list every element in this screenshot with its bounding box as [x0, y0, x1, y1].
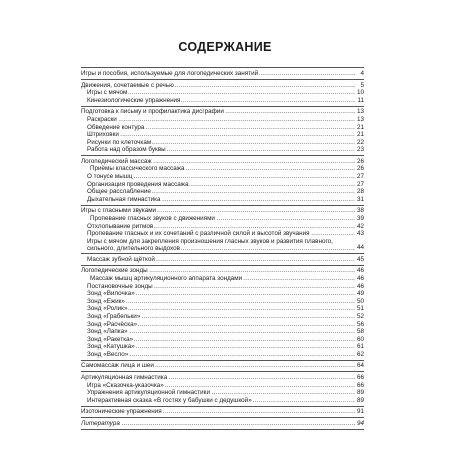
toc-entry-page: 28 — [356, 188, 364, 196]
toc-entry-title: Зонд «Весло» — [87, 350, 129, 358]
toc-entry[interactable] — [81, 256, 364, 264]
toc-entry-page: 27 — [356, 180, 364, 188]
toc-entry[interactable] — [81, 321, 364, 329]
toc-entry-title: Дыхательная гимнастика — [87, 195, 161, 203]
toc-entry[interactable] — [81, 420, 364, 428]
toc-entry[interactable] — [81, 207, 364, 215]
toc-entry[interactable] — [81, 305, 364, 313]
toc-entry-title: Постановочные зонды — [87, 282, 153, 290]
toc-entry-page: 27 — [356, 173, 364, 181]
toc-entry-page: 62 — [356, 350, 364, 358]
toc-entry-title: Литература — [81, 419, 120, 427]
toc-entry-title: Общее расслабление — [87, 188, 151, 196]
toc-entry-page: 21 — [356, 131, 364, 139]
toc-entry-page: 26 — [356, 157, 364, 165]
toc-entry-page: 58 — [356, 328, 364, 336]
toc-entry-page: 26 — [356, 165, 364, 173]
toc-entry[interactable] — [81, 131, 364, 139]
toc-entry-title: Пропевание гласных и их сочетаний с различной силой и высотой звучания — [87, 230, 310, 238]
toc-entry[interactable] — [81, 165, 364, 173]
toc-entry[interactable] — [81, 408, 364, 416]
toc-entry-title: Приёмы классического массажа — [90, 165, 185, 173]
toc-entry-page: 89 — [356, 396, 364, 404]
toc-entry[interactable] — [81, 116, 364, 124]
page-title: СОДЕРЖАНИЕ — [178, 40, 272, 54]
section-divider — [81, 155, 364, 156]
toc-entry-title: Зонд «Ежик» — [87, 297, 125, 305]
toc-entry-page: 46 — [356, 274, 364, 282]
toc-entry-page: 13 — [356, 108, 364, 116]
toc-entry-page: 10 — [356, 89, 364, 97]
toc-entry-title: Раскраски — [87, 115, 117, 123]
toc-entry-page: 42 — [356, 222, 364, 230]
section-divider — [81, 429, 364, 430]
toc-entry-title: Кинезиологические упражнения — [87, 96, 181, 104]
toc-entry-title: Интерактивная сказка «В гостях у бабушки с дедушкой» — [87, 396, 252, 404]
toc-entry-title: Зонд «Грабельки» — [87, 312, 141, 320]
toc-entry[interactable] — [81, 382, 364, 390]
toc-entry[interactable] — [81, 230, 364, 238]
toc-entry[interactable] — [81, 173, 364, 181]
toc-entry-page: 46 — [356, 267, 364, 275]
toc-entry-page: 45 — [356, 255, 364, 263]
toc-entry[interactable] — [81, 336, 364, 344]
toc-entry[interactable] — [81, 70, 364, 78]
toc-entry-page: 5 — [355, 82, 364, 90]
toc-entry-title: Зонд «Ролик» — [87, 305, 128, 313]
toc-entry-page: 43 — [356, 230, 364, 238]
toc-entry-title: Зонд «Катушка» — [87, 343, 135, 351]
toc-entry[interactable] — [81, 267, 364, 275]
toc-entry-title: Рисунки по клеточкам — [87, 138, 152, 146]
toc-entry-title: Зонд «Лапка» — [87, 328, 128, 336]
toc-entry-page: 94 — [356, 419, 364, 427]
toc-entry-page: 31 — [356, 195, 364, 203]
toc-entry[interactable] — [81, 343, 364, 351]
table-of-contents — [81, 66, 364, 432]
toc-entry-title: Зонд «Расчёска» — [87, 320, 138, 328]
toc-entry-page: 46 — [356, 282, 364, 290]
toc-entry-title: Игры с гласными звуками — [81, 207, 157, 215]
toc-entry[interactable] — [81, 188, 364, 196]
toc-entry-page: 49 — [356, 290, 364, 298]
section-divider — [81, 265, 364, 266]
section-divider — [81, 205, 364, 206]
toc-entry-title: Штриховки — [87, 131, 119, 139]
toc-entry-title: Массаж зубной щёткой — [87, 255, 155, 263]
toc-entry[interactable] — [81, 196, 364, 204]
toc-entry-title: Артикуляционная гимнастика — [81, 374, 168, 382]
section-divider — [81, 371, 364, 372]
toc-entry-title: Логопедические зонды — [81, 267, 148, 275]
toc-entry[interactable] — [81, 362, 364, 370]
toc-entry-title: Пропевание гласных звуков с движениями — [90, 215, 215, 223]
toc-entry[interactable] — [81, 158, 364, 166]
toc-entry-page: 39 — [356, 215, 364, 223]
toc-entry-page: 89 — [356, 389, 364, 397]
toc-entry-page: 13 — [356, 115, 364, 123]
toc-entry[interactable] — [81, 82, 364, 90]
toc-entry-page: 52 — [356, 312, 364, 320]
toc-entry[interactable] — [81, 298, 364, 306]
toc-entry[interactable] — [81, 146, 364, 154]
toc-entry-title: Игра «Сказочка-указочка» — [87, 381, 164, 389]
toc-entry-title: Обведение контура — [87, 123, 145, 131]
section-divider — [81, 253, 364, 254]
toc-entry-page: 60 — [356, 335, 364, 343]
toc-entry-page: 38 — [356, 207, 364, 215]
toc-entry-page: 11 — [355, 97, 364, 105]
toc-entry[interactable] — [81, 223, 364, 231]
toc-entry[interactable] — [81, 139, 364, 147]
toc-entry-page: 61 — [356, 343, 364, 351]
toc-entry-title: Зонд «Ракетка» — [87, 335, 134, 343]
toc-entry-page: 50 — [356, 297, 364, 305]
toc-entry-title: Игры с мячом для закрепления произношения гласных звуков и развития плавного, сильного, длительного выдохов — [87, 237, 333, 252]
toc-entry[interactable] — [81, 89, 364, 97]
toc-entry-title: Работа над образом буквы — [87, 146, 166, 154]
toc-entry[interactable] — [81, 181, 364, 189]
toc-entry-title: Упражнения артикуляционной гимнастики — [87, 389, 210, 397]
toc-entry-title: Массаж мышц артикуляционного аппарата зондами — [90, 274, 243, 282]
toc-entry-title: Зонд «Вилочка» — [87, 290, 135, 298]
section-divider — [81, 106, 364, 107]
toc-entry-page: 23 — [356, 146, 364, 154]
toc-entry-page: 22 — [356, 138, 364, 146]
toc-entry-title: Движения, сочетаемые с речью — [81, 81, 174, 89]
section-divider — [81, 67, 364, 68]
toc-entry[interactable] — [81, 328, 364, 336]
toc-entry[interactable] — [81, 351, 364, 359]
toc-entry[interactable] — [81, 97, 364, 105]
toc-entry[interactable] — [81, 290, 364, 298]
toc-entry-title: Изотонические упражнения — [81, 408, 162, 416]
toc-entry-title: Организация проведения массажа — [87, 180, 189, 188]
toc-entry-page: 64 — [356, 362, 364, 370]
toc-entry[interactable] — [81, 313, 364, 321]
section-divider — [81, 79, 364, 80]
toc-entry[interactable] — [81, 238, 364, 252]
section-divider — [81, 417, 364, 418]
toc-entry[interactable] — [81, 124, 364, 132]
toc-entry-page: 66 — [356, 381, 364, 389]
toc-entry-title: Логопедический массаж — [81, 157, 152, 165]
section-divider — [81, 360, 364, 361]
toc-entry[interactable] — [81, 215, 364, 223]
toc-entry-page: 21 — [356, 123, 364, 131]
toc-entry-title: Подготовка к письму и профилактика дисграфии — [81, 108, 224, 116]
toc-entry-title: Игры и пособия, используемые для логопедических занятий — [81, 69, 259, 77]
toc-entry[interactable] — [81, 389, 364, 397]
toc-entry-title: О тонусе мышц — [87, 173, 133, 181]
toc-entry-page: 56 — [356, 320, 364, 328]
section-divider — [81, 406, 364, 407]
toc-entry-page: 91 — [356, 408, 364, 416]
toc-entry[interactable] — [81, 397, 364, 405]
toc-entry-title: Игры с мячом — [87, 89, 128, 97]
toc-entry[interactable] — [81, 374, 364, 382]
toc-entry[interactable] — [81, 275, 364, 283]
toc-entry-title: Отхлопывание ритмов — [87, 222, 154, 230]
toc-entry[interactable] — [81, 283, 364, 291]
toc-entry-page: 51 — [356, 305, 364, 313]
toc-entry-page: 44 — [356, 244, 364, 252]
toc-entry-page: 66 — [356, 374, 364, 382]
toc-entry[interactable] — [81, 108, 364, 116]
toc-entry-page: 4 — [355, 70, 364, 78]
toc-entry-title: Самомассаж лица и шеи — [81, 362, 154, 370]
